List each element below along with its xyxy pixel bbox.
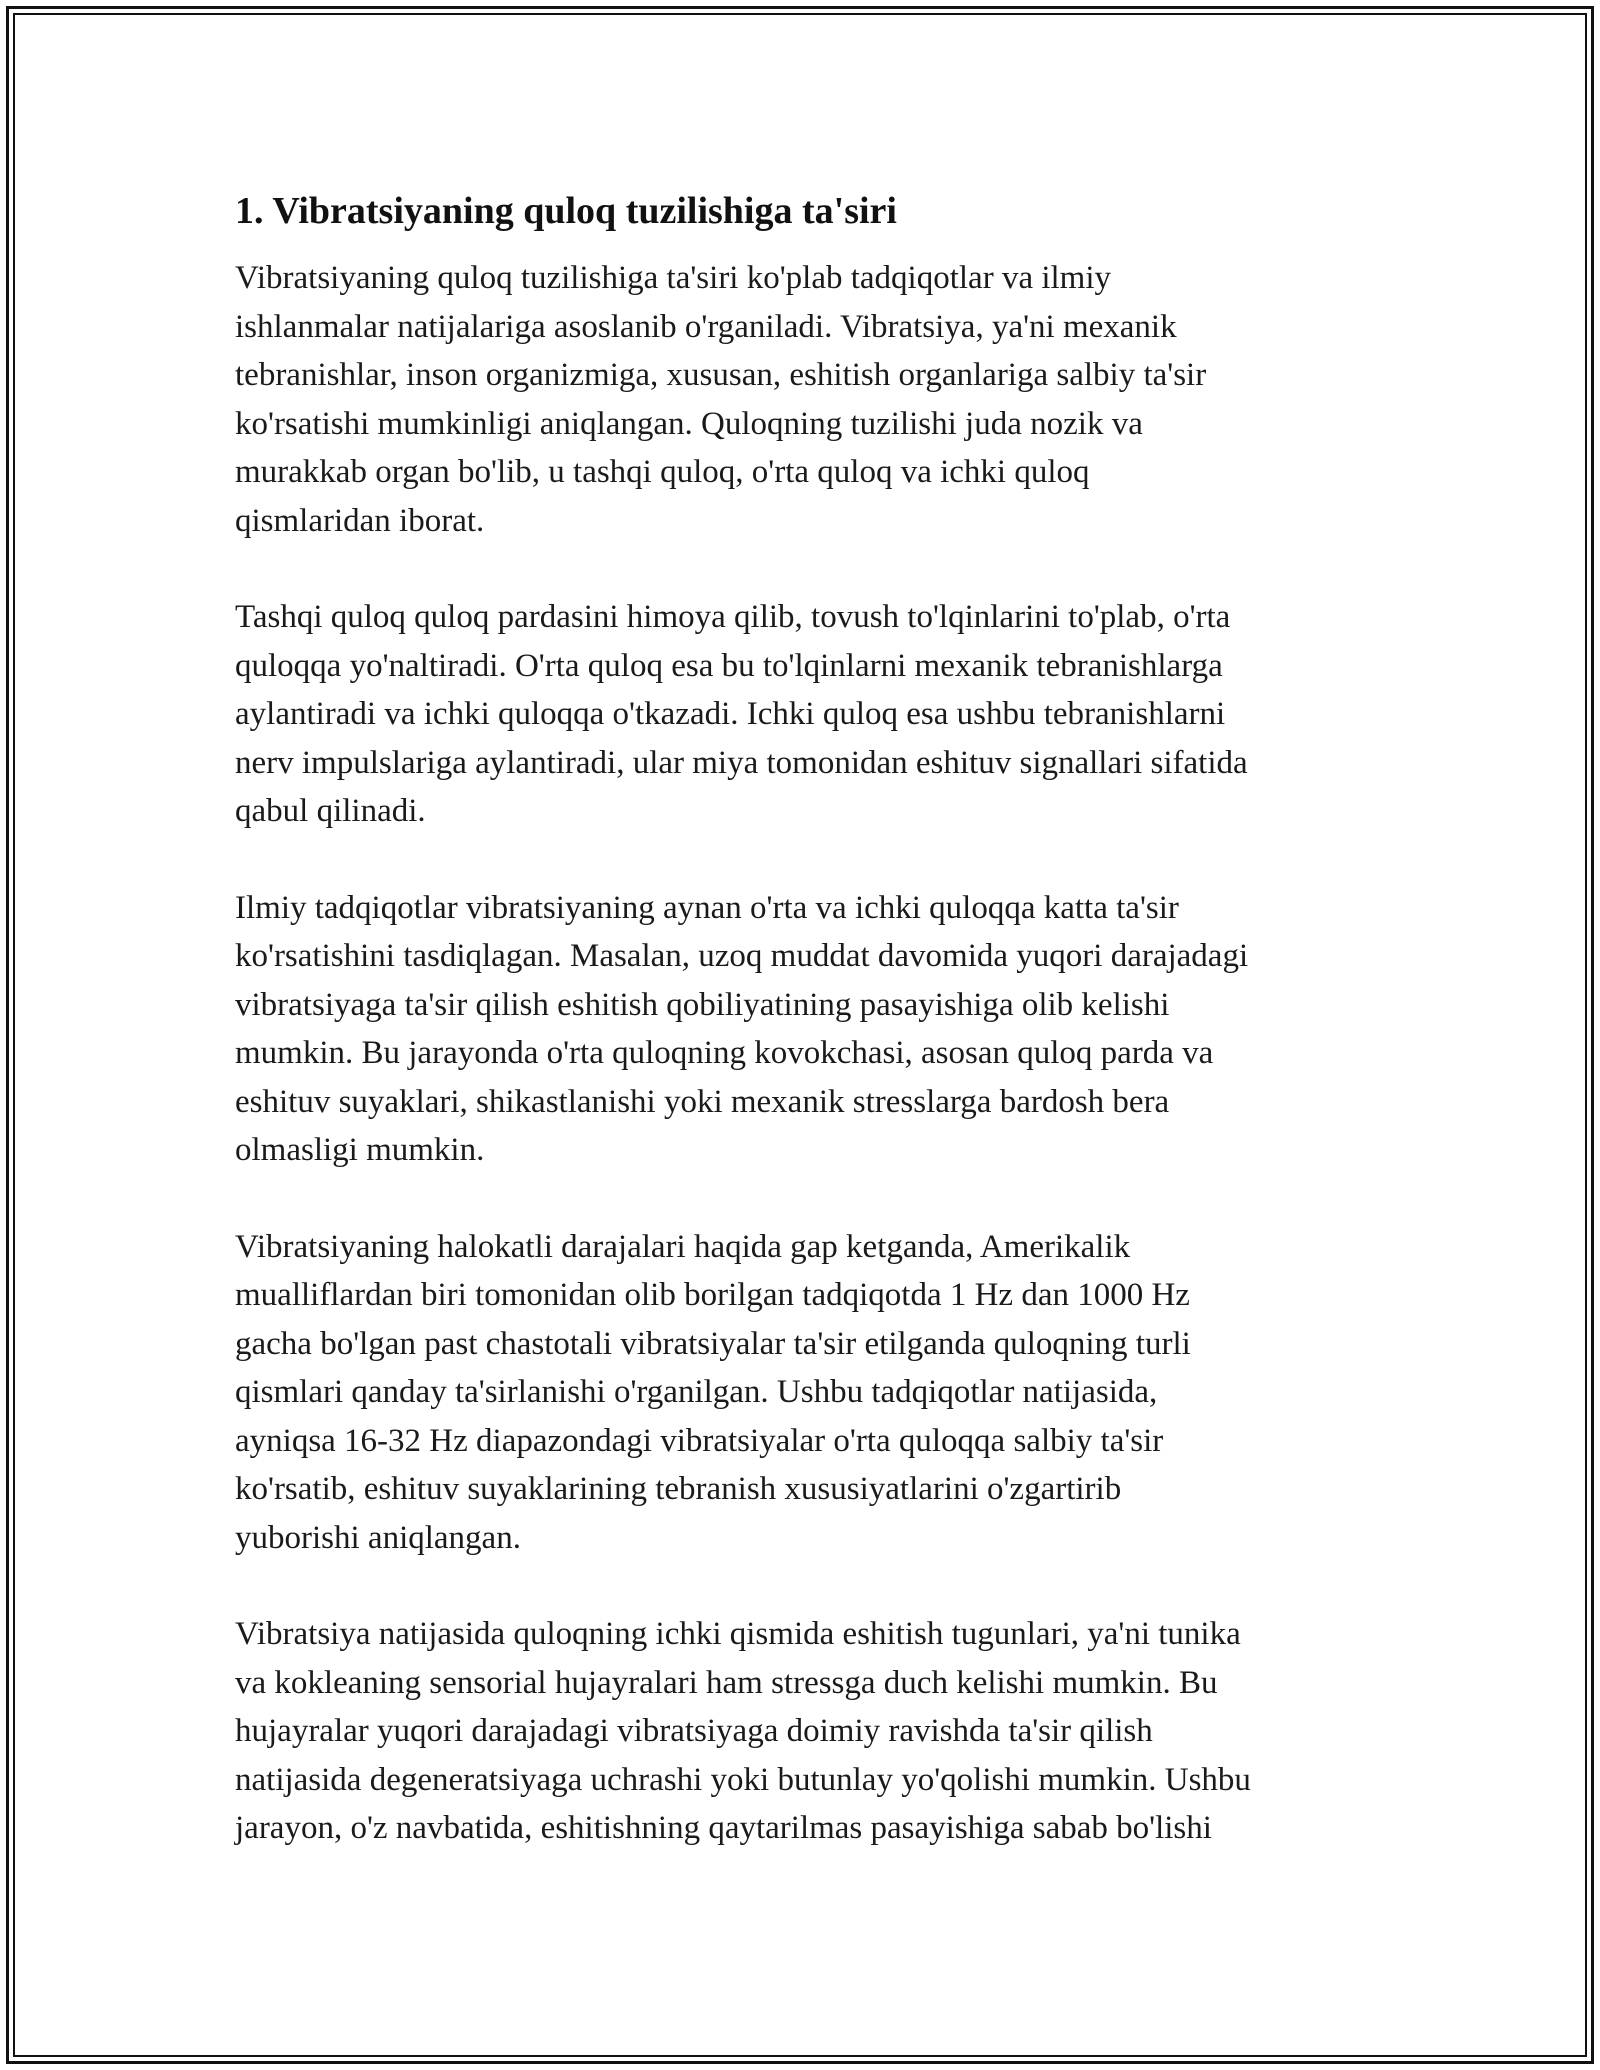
paragraph-4: Vibratsiyaning halokatli darajalari haqida gap ketganda, Amerikalik mualliflardan biri tomonidan olib borilgan tadqiqotda 1 Hz dan 1000 Hz gacha bo'lgan past chastotali vibratsiyalar ta'sir etilganda quloqning turli qismlari qanday ta'sirlanishi o'rganilgan. Ushbu tadqiqotlar natijasida, ayniqsa 16-32 Hz diapazondagi vibratsiyalar o'rta quloqqa salbiy ta'sir ko'rsatib, eshituv suyaklarining tebranish xususiyatlarini o'zgartirib yuborishi aniqlangan. [235, 1228, 1191, 1556]
paragraph-2: Tashqi quloq quloq pardasini himoya qilib, tovush to'lqinlarini to'plab, o'rta quloqqa yo'naltiradi. O'rta quloq esa bu to'lqinlarni mexanik tebranishlarga aylantiradi va ichki quloqqa o'tkazadi. Ichki quloq esa ushbu tebranishlarni nerv impulslariga aylantiradi, ular miya tomonidan eshituv signallari sifatida qabul qilinadi. [235, 599, 1248, 829]
document-body [235, 186, 1375, 1901]
paragraph-3: Ilmiy tadqiqotlar vibratsiyaning aynan o'rta va ichki quloqqa katta ta'sir ko'rsatishini tasdiqlagan. Masalan, uzoq muddat davomida yuqori darajadagi vibratsiyaga ta'sir qilish eshitish qobiliyatining pasayishiga olib kelishi mumkin. Bu jarayonda o'rta quloqning kovokchasi, asosan quloq parda va eshituv suyaklari, shikastlanishi yoki mexanik stresslarga bardosh bera olmasligi mumkin. [235, 889, 1249, 1168]
paragraph-5: Vibratsiya natijasida quloqning ichki qismida eshitish tugunlari, ya'ni tunika va kokleaning sensorial hujayralari ham stressga duch kelishi mumkin. Bu hujayralar yuqori darajadagi vibratsiyaga doimiy ravishda ta'sir qilish natijasida degeneratsiyaga uchrashi yoki butunlay yo'qolishi mumkin. Ushbu jarayon, o'z navbatida, eshitishning qaytarilmas pasayishiga sabab bo'lishi [235, 1616, 1251, 1846]
paragraph-1: Vibratsiyaning quloq tuzilishiga ta'siri ko'plab tadqiqotlar va ilmiy ishlanmalar natijalariga asoslanib o'rganiladi. Vibratsiya, ya'ni mexanik tebranishlar, inson organizmiga, xususan, eshitish organlariga salbiy ta'sir ko'rsatishi mumkinligi aniqlangan. Quloqning tuzilishi juda nozik va murakkab organ bo'lib, u tashqi quloq, o'rta quloq va ichki quloq qismlaridan iborat. [235, 260, 1207, 539]
section-heading: 1. Vibratsiyaning quloq tuzilishiga ta'siri [235, 190, 897, 232]
